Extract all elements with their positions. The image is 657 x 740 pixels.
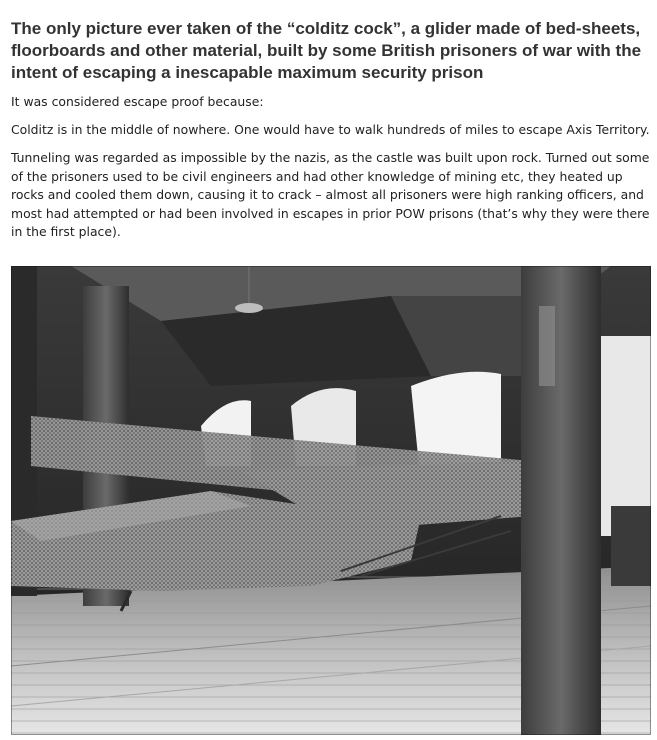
paragraph-location: Colditz is in the middle of nowhere. One would have to walk hundreds of miles to escape Axis Territory. [11, 121, 650, 137]
paragraph-intro: It was considered escape proof because: [11, 94, 264, 109]
paragraph-tunneling: Tunneling was regarded as impossible by the nazis, as the castle was built upon rock. Turned out some of the prisoners used to be civil engineers and had other knowledge of mining etc, they heated up rocks and cooled them down, causing it to crack – almost all prisoners were high ranking officers, and most had attempted or had been involved in escapes in prior POW prisons (that’s why they were there in the first place). [11, 150, 650, 239]
glider-photograph [11, 266, 651, 735]
lamp-icon [235, 303, 263, 313]
right-wall-shadow [611, 506, 651, 586]
wooden-post-right [521, 266, 601, 735]
article-headline: The only picture ever taken of the “colditz cock”, a glider made of bed-sheets, floorboards and other material, built by some British prisoners of war with the intent of escaping a inescapable maximum security prison [11, 19, 642, 82]
article [11, 18, 651, 252]
glider-photo-illustration [11, 266, 651, 735]
post-bracket [539, 306, 555, 386]
